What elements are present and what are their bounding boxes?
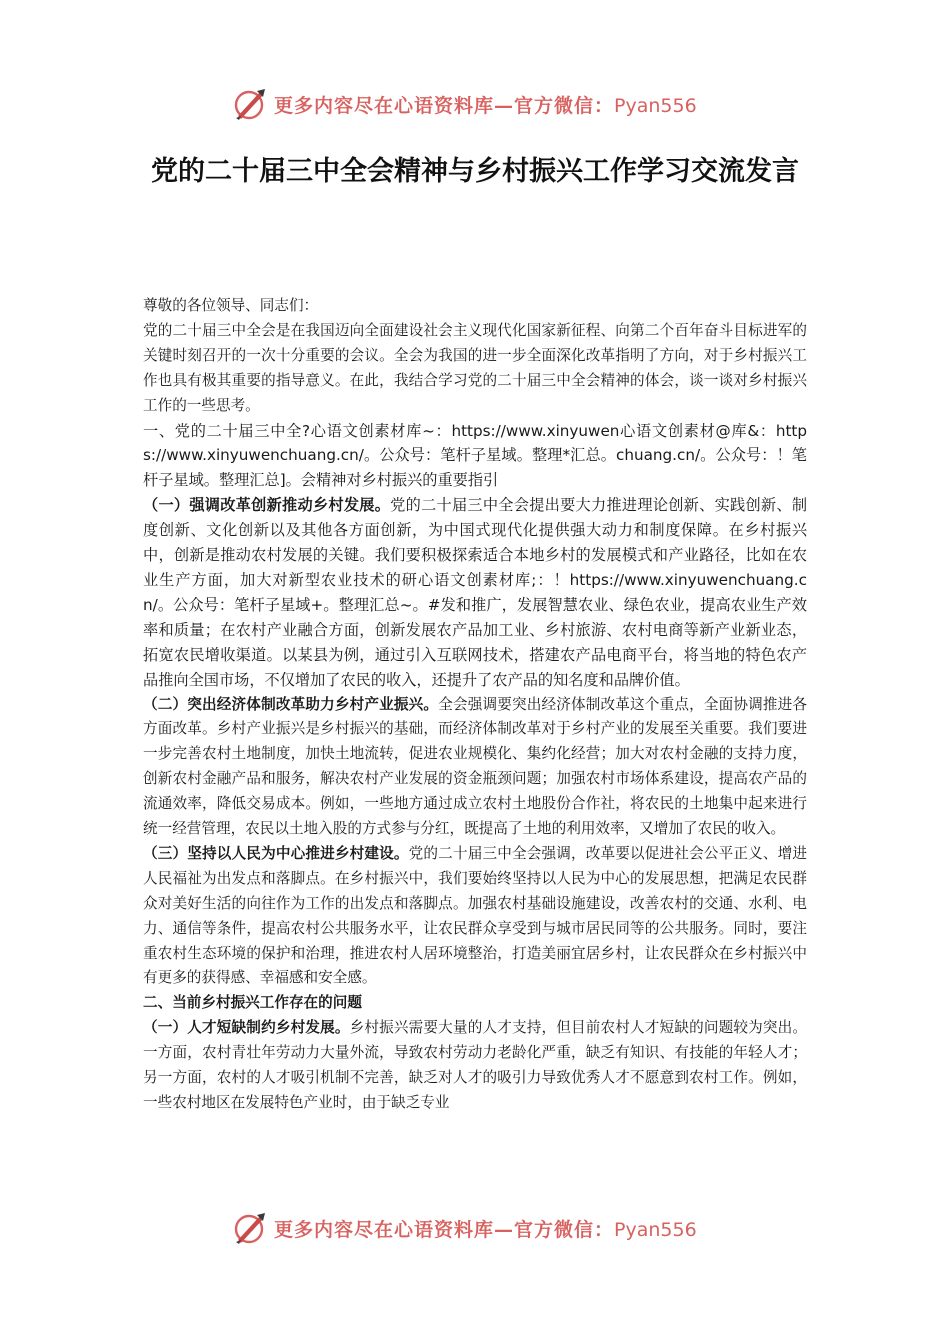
intro-paragraph: 党的二十届三中全会是在我国迈向全面建设社会主义现代化国家新征程、向第二个百年奋斗目标进军的关键时刻召开的一次十分重要的会议。全会为我国的进一步全面深化改革指明了方向，对于乡村振兴工作也具有极其重要的指导意义。在此，我结合学习党的二十届三中全会精神的体会，谈一谈对乡村振兴工作的一些思考。	[143, 321, 807, 414]
paragraph-1	[143, 493, 807, 692]
footer-banner	[0, 1208, 950, 1248]
header-banner	[0, 84, 950, 124]
greeting: 尊敬的各位领导、同志们：	[143, 297, 319, 314]
banner-wechat-id: Pyan556	[614, 1218, 697, 1241]
banner-text: 更多内容尽在心语资料库—官方微信：Pyan556	[274, 94, 697, 117]
pen-logo-icon	[232, 86, 268, 122]
paragraph-3-body: 党的二十届三中全会强调，改革要以促进社会公平正义、增进人民福祉为出发点和落脚点。在乡村振兴中，我们要始终坚持以人民为中心的发展思想，把满足农民群众对美好生活的向往作为工作的出发点和落脚点。加强农村基础设施建设，改善农村的交通、水利、电力、通信等条件，提高农村公共服务水平，让农民群众享受到与城市居民同等的公共服务。同时，要注重农村生态环境的保护和治理，推进农村人居环境整治，打造美丽宜居乡村，让农民群众在乡村振兴中有更多的获得感、幸福感和安全感。	[143, 844, 807, 987]
paragraph-1-lead: （一）强调改革创新推动乡村发展。	[143, 496, 391, 515]
document-body	[143, 294, 807, 1194]
paragraph-2-body: 全会强调要突出经济体制改革这个重点，全面协调推进各方面改革。乡村产业振兴是乡村振兴的基础，而经济体制改革对于乡村产业的发展至关重要。我们要进一步完善农村土地制度，加快土地流转，促进农业规模化、集约化经营；加大对农村金融的支持力度，创新农村金融产品和服务，解决农村产业发展的资金瓶颈问题；加强农村市场体系建设，提高农产品的流通效率，降低交易成本。例如，一些地方通过成立农村土地股份合作社，将农民的土地集中起来进行统一经营管理，农民以土地入股的方式参与分红，既提高了土地的利用效率，又增加了农民的收入。	[143, 695, 807, 838]
paragraph-4-lead: （一）人才短缺制约乡村发展。	[143, 1019, 350, 1037]
banner-wechat-id: Pyan556	[614, 94, 697, 117]
paragraph-3-lead: （三）坚持以人民为中心推进乡村建设。	[143, 844, 409, 862]
section-heading-2: 二、当前乡村振兴工作存在的问题	[143, 994, 362, 1012]
document-title: 党的二十届三中全会精神与乡村振兴工作学习交流发言	[151, 156, 799, 187]
paragraph-2-lead: （二）突出经济体制改革助力乡村产业振兴。	[143, 695, 439, 713]
section-heading-1: 一、党的二十届三中全?心语文创素材库~：https://www.xinyuwen心语文创素材@库&：https://www.xinyuwenchuang.cn/。公众号：笔杆子星域。整理*汇总。chuang.cn/。公众号：！笔杆子星域。整理汇总]。会精神对乡村振兴的重要指引	[143, 421, 807, 490]
banner-text: 更多内容尽在心语资料库—官方微信：Pyan556	[274, 1218, 697, 1241]
pen-logo-icon	[232, 1210, 268, 1246]
paragraph-3	[143, 842, 807, 991]
paragraph-4-body: 乡村振兴需要大量的人才支持，但目前农村人才短缺的问题较为突出。一方面，农村青壮年劳动力大量外流，导致农村劳动力老龄化严重，缺乏有知识、有技能的年轻人才；另一方面，农村的人才吸引机制不完善，缺乏对人才的吸引力导致优秀人才不愿意到农村工作。例如，一些农村地区在发展特色产业时，由于缺乏专业	[143, 1019, 807, 1111]
paragraph-1-body: 党的二十届三中全会提出要大力推进理论创新、实践创新、制度创新、文化创新以及其他各方面创新，为中国式现代化提供强大动力和制度保障。在乡村振兴中，创新是推动农村发展的关键。我们要积极探索适合本地乡村的发展模式和产业路径，比如在农业生产方面，加大对新型农业技术的研心语文创素材库;：！https://www.xinyuwenchuang.cn/。公众号：笔杆子星域+。整理汇总~。#发和推广，发展智慧农业、绿色农业，提高农业生产效率和质量；在农村产业融合方面，创新发展农产品加工业、乡村旅游、农村电商等新产业新业态，拓宽农民增收渠道。以某县为例，通过引入互联网技术，搭建农产品电商平台，将当地的特色农产品推向全国市场，不仅增加了农民的收入，还提升了农产品的知名度和品牌价值。	[143, 496, 807, 689]
paragraph-4	[143, 1016, 807, 1116]
paragraph-2	[143, 693, 807, 842]
